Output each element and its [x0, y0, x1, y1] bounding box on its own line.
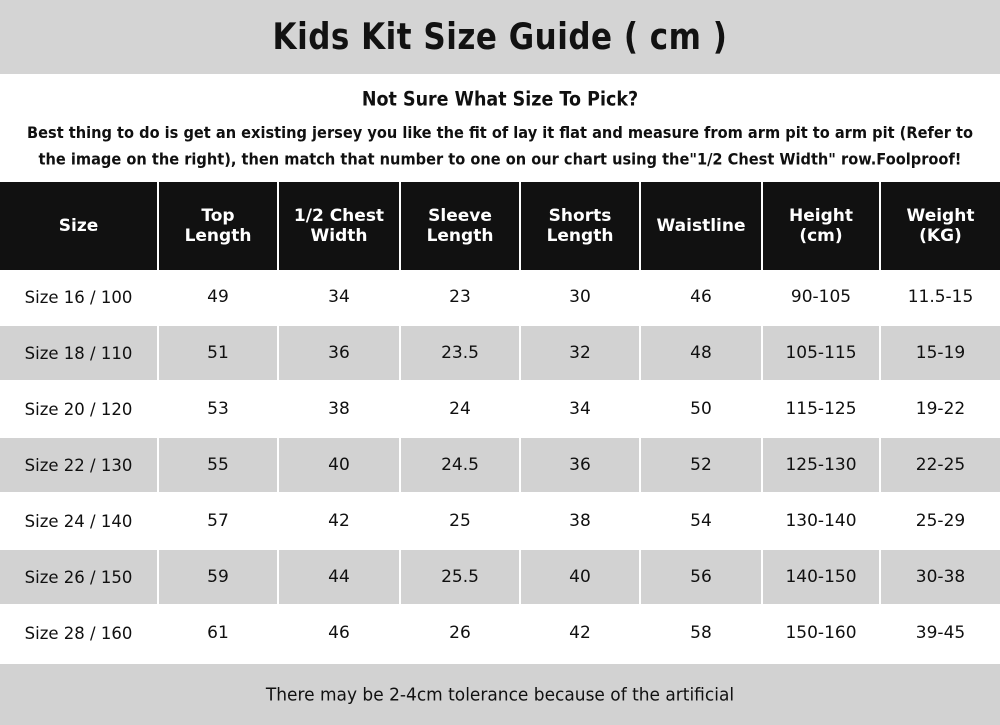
column-header-line: Weight	[906, 205, 975, 226]
column-header-3	[278, 182, 400, 270]
measurement-cell: 44	[278, 549, 400, 605]
measurement-cell: 40	[278, 437, 400, 493]
measurement-cell: 42	[520, 605, 640, 661]
measurement-cell: 59	[158, 549, 278, 605]
column-header-8	[880, 182, 1000, 270]
measurement-cell: 115-125	[762, 381, 880, 437]
column-header-2	[158, 182, 278, 270]
size-label-cell: Size 18 / 110	[0, 325, 158, 381]
measurement-cell: 34	[278, 270, 400, 325]
column-header-line: Length	[184, 226, 252, 247]
column-header-line: Size	[58, 215, 99, 236]
tolerance-note-text: There may be 2-4cm tolerance because of the artificial	[265, 684, 735, 706]
measurement-cell: 25	[400, 493, 520, 549]
measurement-cell: 140-150	[762, 549, 880, 605]
page-title: Kids Kit Size Guide ( cm )	[272, 15, 728, 59]
measurement-cell: 46	[640, 270, 762, 325]
measurement-cell: 26	[400, 605, 520, 661]
size-table	[0, 182, 1000, 662]
measurement-cell: 49	[158, 270, 278, 325]
measurement-cell: 46	[278, 605, 400, 661]
measurement-cell: 50	[640, 381, 762, 437]
table-row	[0, 605, 1000, 661]
intro-heading: Not Sure What Size To Pick?	[361, 88, 639, 112]
size-label-cell: Size 22 / 130	[0, 437, 158, 493]
measurement-cell: 150-160	[762, 605, 880, 661]
measurement-cell: 15-19	[880, 325, 1000, 381]
column-header-line: Top	[201, 205, 235, 226]
measurement-cell: 24	[400, 381, 520, 437]
measurement-cell: 52	[640, 437, 762, 493]
column-header-line: Width	[310, 226, 368, 247]
measurement-cell: 25-29	[880, 493, 1000, 549]
table-body	[0, 270, 1000, 661]
size-label-cell: Size 20 / 120	[0, 381, 158, 437]
measurement-cell: 55	[158, 437, 278, 493]
measurement-cell: 30-38	[880, 549, 1000, 605]
intro-block	[0, 76, 1000, 182]
measurement-cell: 36	[278, 325, 400, 381]
measurement-cell: 30	[520, 270, 640, 325]
column-header-line: Length	[426, 226, 494, 247]
measurement-cell: 23.5	[400, 325, 520, 381]
size-label-cell: Size 24 / 140	[0, 493, 158, 549]
intro-body: Best thing to do is get an existing jersey you like the fit of lay it flat and measure from arm pit to arm pit (Refer to the image on the right), then match that number to one on our chart using the"1/2 Chest Width" row.Foolproof!	[26, 123, 974, 169]
column-header-line: Length	[546, 226, 614, 247]
table-row	[0, 493, 1000, 549]
measurement-cell: 54	[640, 493, 762, 549]
measurement-cell: 34	[520, 381, 640, 437]
measurement-cell: 40	[520, 549, 640, 605]
measurement-cell: 25.5	[400, 549, 520, 605]
measurement-cell: 36	[520, 437, 640, 493]
table-row	[0, 381, 1000, 437]
column-header-line: Shorts	[548, 205, 612, 226]
column-header-line: Sleeve	[428, 205, 492, 226]
column-header-4	[400, 182, 520, 270]
column-header-6	[640, 182, 762, 270]
measurement-cell: 38	[520, 493, 640, 549]
measurement-cell: 53	[158, 381, 278, 437]
column-header-7	[762, 182, 880, 270]
measurement-cell: 105-115	[762, 325, 880, 381]
measurement-cell: 56	[640, 549, 762, 605]
table-row	[0, 270, 1000, 325]
measurement-cell: 11.5-15	[880, 270, 1000, 325]
table-row	[0, 437, 1000, 493]
measurement-cell: 57	[158, 493, 278, 549]
column-header-line: (KG)	[919, 226, 962, 247]
table-header-row	[0, 182, 1000, 270]
table-row	[0, 549, 1000, 605]
measurement-cell: 39-45	[880, 605, 1000, 661]
measurement-cell: 38	[278, 381, 400, 437]
column-header-line: Height	[789, 205, 853, 226]
measurement-cell: 42	[278, 493, 400, 549]
measurement-cell: 130-140	[762, 493, 880, 549]
measurement-cell: 58	[640, 605, 762, 661]
measurement-cell: 22-25	[880, 437, 1000, 493]
column-header-line: (cm)	[799, 226, 843, 247]
table-row	[0, 325, 1000, 381]
column-header-5	[520, 182, 640, 270]
title-bar	[0, 0, 1000, 76]
measurement-cell: 19-22	[880, 381, 1000, 437]
measurement-cell: 48	[640, 325, 762, 381]
measurement-cell: 23	[400, 270, 520, 325]
measurement-cell: 51	[158, 325, 278, 381]
size-label-cell: Size 16 / 100	[0, 270, 158, 325]
measurement-cell: 90-105	[762, 270, 880, 325]
measurement-cell: 61	[158, 605, 278, 661]
column-header-1	[0, 182, 158, 270]
size-label-cell: Size 28 / 160	[0, 605, 158, 661]
measurement-cell: 24.5	[400, 437, 520, 493]
column-header-line: Waistline	[656, 215, 746, 236]
size-label-cell: Size 26 / 150	[0, 549, 158, 605]
column-header-line: 1/2 Chest	[293, 205, 385, 226]
tolerance-note	[0, 662, 1000, 725]
measurement-cell: 32	[520, 325, 640, 381]
measurement-cell: 125-130	[762, 437, 880, 493]
